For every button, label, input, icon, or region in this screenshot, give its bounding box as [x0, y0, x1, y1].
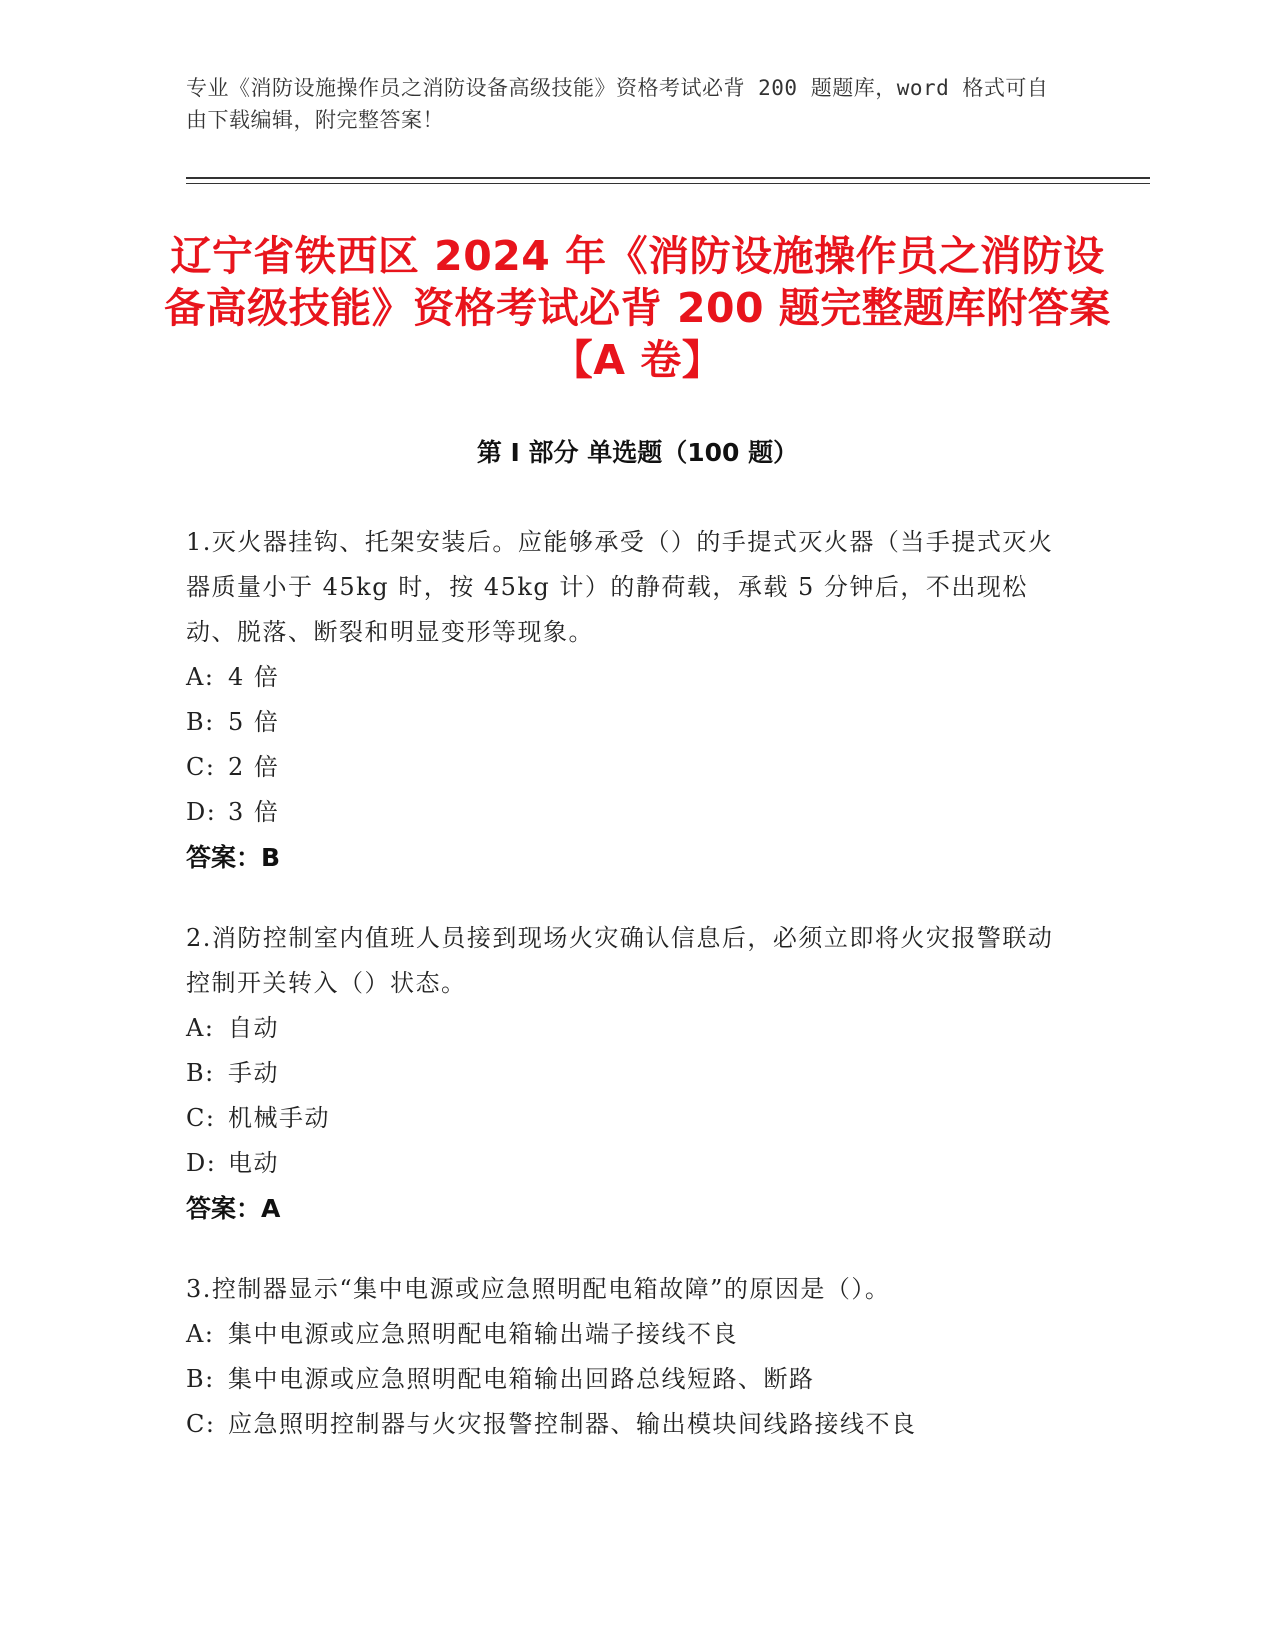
option-text: 3 倍	[228, 798, 280, 826]
section-title: 第 I 部分 单选题（100 题）	[476, 438, 799, 467]
question-stem: 3.控制器显示“集中电源或应急照明配电箱故障”的原因是（）。	[186, 1275, 891, 1303]
question-stem: 2.消防控制室内值班人员接到现场火灾确认信息后，必须立即将火灾报警联动控制开关转入（）状态。	[186, 924, 1054, 997]
option-key: A:	[186, 1014, 215, 1042]
option-key: A:	[186, 1320, 215, 1348]
option-b	[186, 700, 1066, 745]
option-key: B:	[186, 1059, 215, 1087]
option-a	[186, 1312, 1066, 1357]
option-key: C:	[186, 1104, 216, 1132]
question-2	[186, 916, 1066, 1231]
question-stem: 1.灭火器挂钩、托架安装后。应能够承受（）的手提式灭火器（当手提式灭火器质量小于 45kg 时，按 45kg 计）的静荷载，承载 5 分钟后，不出现松动、脱落、断裂和明显变形等现象。	[186, 528, 1054, 646]
option-d	[186, 1141, 1066, 1186]
option-a	[186, 655, 1066, 700]
answer-line: 答案：A	[186, 1194, 281, 1223]
option-text: 5 倍	[228, 708, 280, 736]
option-c	[186, 1402, 1066, 1447]
option-b	[186, 1051, 1066, 1096]
option-key: D:	[186, 1149, 217, 1177]
header-note: 专业《消防设施操作员之消防设备高级技能》资格考试必背 200 题题库，word 格式可自由下载编辑，附完整答案！	[186, 76, 1049, 132]
option-c	[186, 1096, 1066, 1141]
document-title: 辽宁省铁西区 2024 年《消防设施操作员之消防设备高级技能》资格考试必背 200 题完整题库附答案【A 卷】	[164, 232, 1111, 384]
option-text: 自动	[228, 1014, 279, 1042]
option-key: B:	[186, 1365, 215, 1393]
option-d	[186, 790, 1066, 835]
option-text: 机械手动	[228, 1104, 330, 1132]
option-text: 集中电源或应急照明配电箱输出端子接线不良	[228, 1320, 738, 1348]
header-divider-thick	[186, 177, 1150, 179]
option-key: B:	[186, 708, 215, 736]
answer-line: 答案：B	[186, 843, 281, 872]
option-key: D:	[186, 798, 217, 826]
option-key: C:	[186, 1410, 216, 1438]
option-text: 2 倍	[228, 753, 280, 781]
option-key: A:	[186, 663, 215, 691]
question-1	[186, 520, 1066, 880]
option-text: 手动	[228, 1059, 279, 1087]
question-list	[186, 520, 1066, 1483]
option-text: 4 倍	[228, 663, 280, 691]
option-c	[186, 745, 1066, 790]
option-text: 电动	[228, 1149, 279, 1177]
option-text: 应急照明控制器与火灾报警控制器、输出模块间线路接线不良	[228, 1410, 917, 1438]
option-a	[186, 1006, 1066, 1051]
option-text: 集中电源或应急照明配电箱输出回路总线短路、断路	[228, 1365, 815, 1393]
question-3	[186, 1267, 1066, 1447]
option-key: C:	[186, 753, 216, 781]
option-b	[186, 1357, 1066, 1402]
header-divider-thin	[186, 183, 1150, 184]
